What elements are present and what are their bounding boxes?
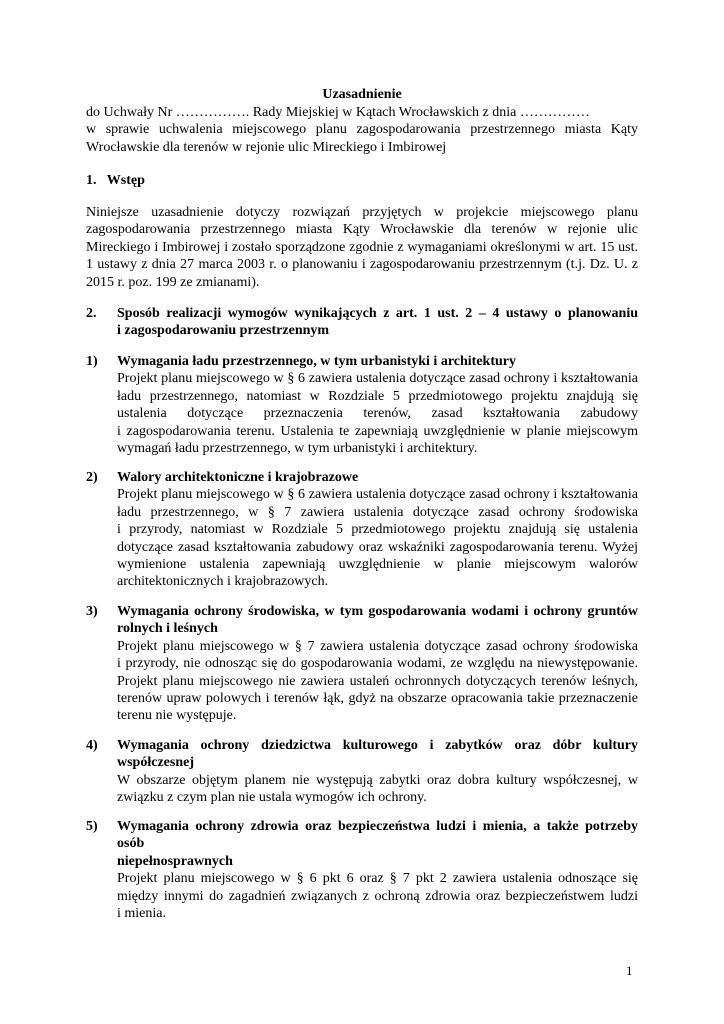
requirement-item	[86, 469, 638, 591]
item-heading: Wymagania ochrony zdrowia oraz bezpieczeństwa ludzi i mienia, a także potrzeby osób	[117, 819, 638, 852]
body-line: wymagań ładu przestrzennego, w tym urbanistyki i architektury.	[117, 441, 478, 457]
document-subtitle	[86, 104, 638, 156]
item-number: 1)	[86, 354, 98, 369]
heading-line: i zagospodarowaniu przestrzennym	[117, 323, 330, 339]
requirement-item	[86, 603, 638, 725]
paragraph-line: 2015 r. poz. 199 ze zmianami).	[86, 274, 260, 290]
body-line: i zagospodarowania terenu. Ustalenia te zapewniają uwzględnienie w planie miejscowym	[117, 423, 638, 439]
item-heading: Wymagania ochrony dziedzictwa kulturowego i zabytków oraz dóbr kultury	[117, 738, 638, 753]
body-line: Projekt planu miejscowego w § 6 pkt 6 oraz § 7 pkt 2 zawiera ustalenia odnoszące się	[117, 871, 638, 887]
subtitle-line: do Uchwały Nr ……………. Rady Miejskiej w Kątach Wrocławskich z dnia ……………	[86, 105, 590, 120]
paragraph-line: 1 ustawy z dnia 27 marca 2003 r. o planowaniu i zagospodarowaniu przestrzennym (t.j. Dz. U. z	[86, 257, 638, 273]
item-heading: współczesnej	[117, 755, 194, 771]
body-line: ładu przestrzennego, natomiast w Rozdziale 5 przedmiotowego projektu znajdują się	[117, 388, 638, 404]
item-heading: Wymagania ochrony środowiska, w tym gospodarowania wodami i ochrony gruntów	[117, 604, 638, 619]
body-line: Projekt planu miejscowego w § 7 zawiera ustalenia dotyczące zasad ochrony środowiska	[117, 638, 638, 654]
body-line: ustalenia dotyczące przeznaczenia terenów, zasad kształtowania zabudowy	[117, 406, 638, 422]
item-heading: rolnych i leśnych	[117, 621, 218, 637]
document-title: Uzasadnienie	[322, 87, 402, 102]
body-line: między innymi do zagadnień związanych z ochroną zdrowia oraz bezpieczeństwem ludzi	[117, 888, 638, 904]
body-line: i przyrody, natomiast w Rozdziale 5 przedmiotowego projektu znajdują się ustalenia	[117, 522, 638, 538]
body-line: i przyrody, nie odnosząc się do gospodarowania wodami, ze względu na niewystępowanie.	[117, 656, 638, 672]
body-line: terenów upraw polowych i terenów łąk, gdyż na obszarze opracowania takie przeznaczenie	[117, 691, 638, 707]
body-line: wymienione ustalenia zapewniają uwzględnienie w planie miejscowym walorów	[117, 557, 638, 573]
requirement-item	[86, 818, 638, 922]
body-line: architektonicznych i krajobrazowych.	[117, 574, 329, 590]
item-number: 4)	[86, 738, 98, 753]
subtitle-line: w sprawie uchwalenia miejscowego planu zagospodarowania przestrzennego miasta Kąty	[86, 122, 638, 138]
heading-line: Sposób realizacji wymogów wynikających z art. 1 ust. 2 – 4 ustawy o planowaniu	[117, 306, 638, 321]
section-number: 2.	[86, 306, 97, 321]
body-line: dotyczące zasad kształtowania zabudowy oraz wskaźniki zagospodarowania terenu. Wyżej	[117, 539, 638, 555]
item-heading: niepełnosprawnych	[117, 853, 233, 869]
item-heading: Wymagania ładu przestrzennego, w tym urbanistyki i architektury	[117, 354, 516, 369]
page-number: 1	[626, 963, 633, 978]
body-line: W obszarze objętym planem nie występują zabytki oraz dobra kultury współczesnej, w	[117, 772, 638, 788]
body-line: i mienia.	[117, 906, 166, 922]
requirement-item	[86, 353, 638, 457]
intro-paragraph	[86, 204, 638, 291]
item-number: 3)	[86, 604, 98, 619]
body-line: związku z czym plan nie ustala wymogów ich ochrony.	[117, 790, 427, 806]
item-heading: Walory architektoniczne i krajobrazowe	[117, 470, 359, 485]
body-line: terenu nie występuje.	[117, 708, 237, 724]
item-number: 5)	[86, 819, 98, 834]
section-heading-intro: 1. Wstęp	[86, 173, 145, 188]
body-line: ładu przestrzennego, w § 7 zawiera ustalenia dotyczące zasad ochrony środowiska	[117, 504, 638, 520]
section-heading-implementation	[86, 305, 638, 340]
paragraph-line: Mireckiego i Imbirowej i zostało sporządzone zgodnie z wymaganiami określonymi w art. 15 ust.	[86, 239, 638, 255]
paragraph-line: zagospodarowania przestrzennego miasta Kąty Wrocławskie dla terenów w rejonie ulic	[86, 222, 638, 238]
requirement-item	[86, 737, 638, 807]
subtitle-line: Wrocławskie dla terenów w rejonie ulic Mireckiego i Imbirowej	[86, 139, 447, 155]
body-line: Projekt planu miejscowego nie zawiera ustaleń ochronnych dotyczących terenów leśnych,	[117, 673, 638, 689]
paragraph-line: Niniejsze uzasadnienie dotyczy rozwiązań przyjętych w projekcie miejscowego planu	[86, 205, 638, 220]
item-number: 2)	[86, 470, 98, 485]
body-line: Projekt planu miejscowego w § 6 zawiera ustalenia dotyczące zasad ochrony i kształtowania	[117, 487, 638, 503]
body-line: Projekt planu miejscowego w § 6 zawiera ustalenia dotyczące zasad ochrony i kształtowania	[117, 371, 638, 387]
